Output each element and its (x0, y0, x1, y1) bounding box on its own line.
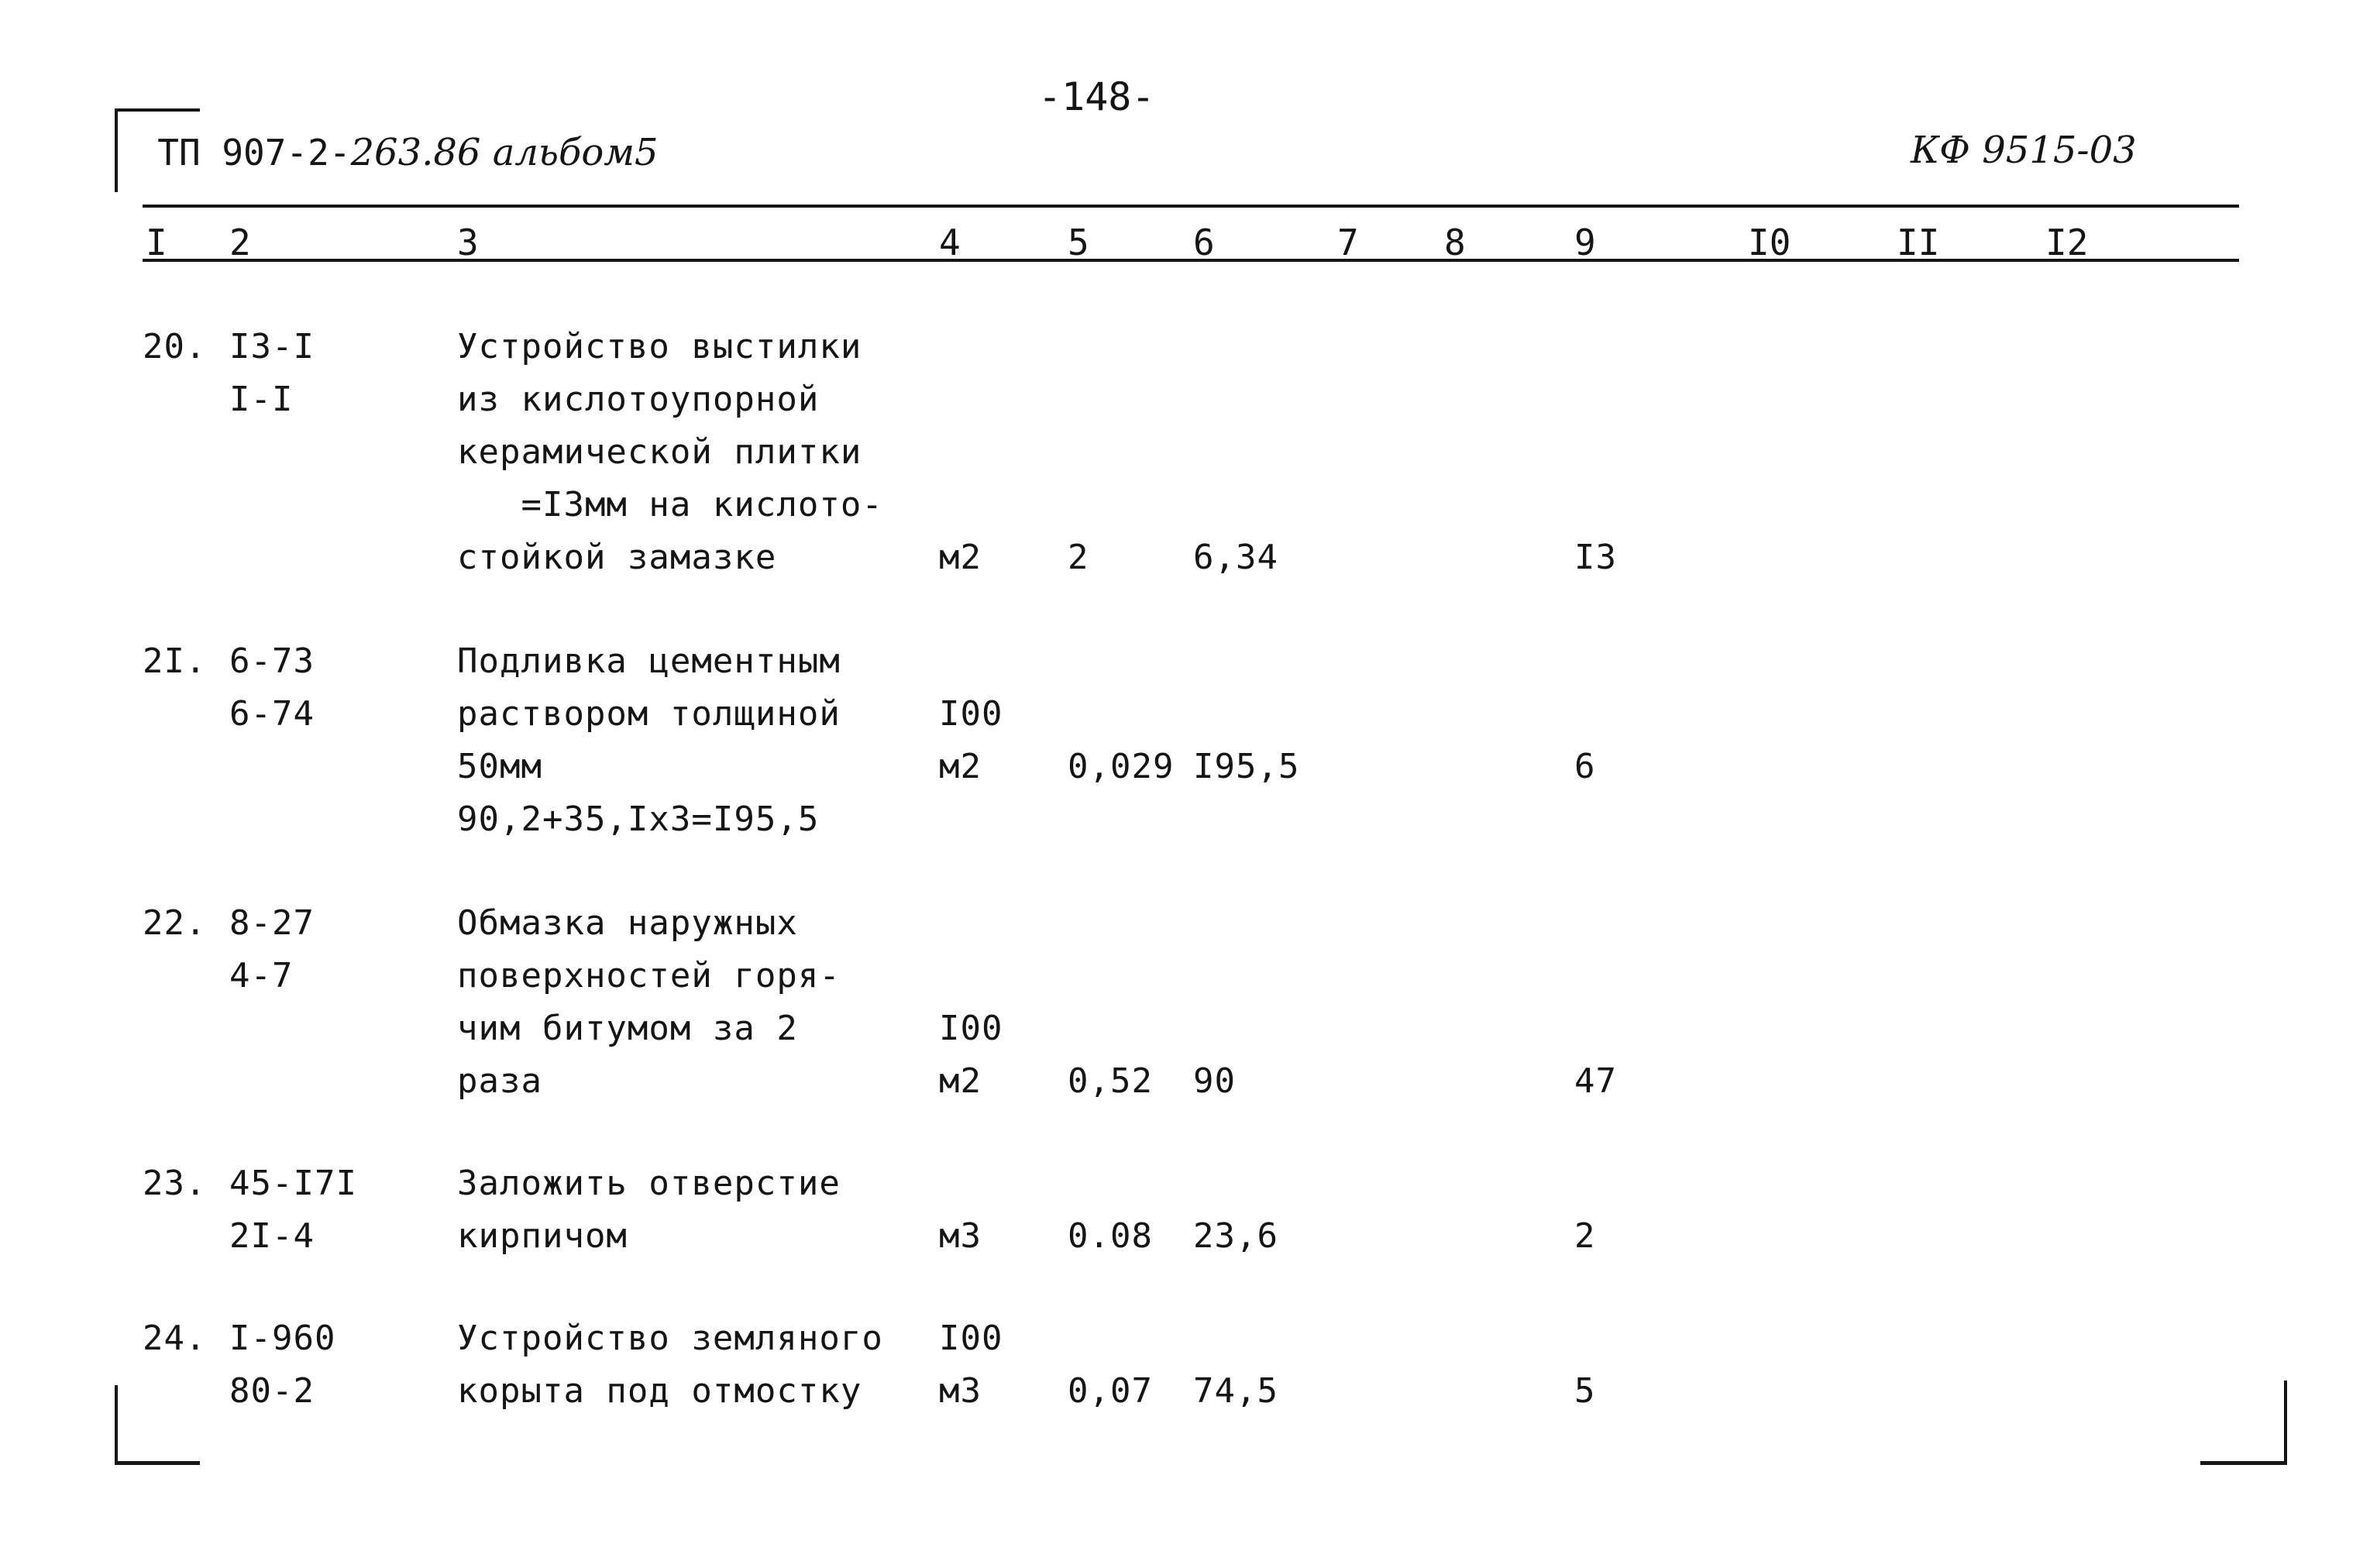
calculation-note: 90,2+35,Iх3=I95,5 (457, 799, 820, 839)
row-number: 23. (143, 1164, 207, 1203)
doc-handwritten-album: 263.86 альбом5 (350, 131, 659, 174)
quantity: 0.08 (1068, 1216, 1153, 1256)
work-description: чим битумом за 2 (457, 1009, 798, 1048)
unit-price: 23,6 (1193, 1216, 1278, 1256)
doc-code: КФ 9515-03 (1911, 129, 2137, 172)
frame-corner-bottom-left (115, 1461, 200, 1465)
quantity: 2 (1068, 538, 1089, 577)
work-description: =I3мм на кислото- (457, 485, 883, 524)
unit: I00 (939, 1009, 1003, 1048)
column-header: 8 (1444, 222, 1466, 263)
unit-price: 6,34 (1193, 538, 1278, 577)
column-header: 2 (229, 222, 251, 263)
work-description: Устройство выстилки (457, 327, 862, 366)
norm-code: I3-I (229, 327, 315, 366)
cost-value: 2 (1574, 1216, 1596, 1256)
unit: м2 (939, 538, 982, 577)
column-header: 4 (939, 222, 961, 263)
cost-value: 47 (1574, 1061, 1617, 1101)
column-header: 7 (1337, 222, 1359, 263)
work-description: Устройство земляного (457, 1319, 883, 1358)
header-rule-top (143, 205, 2239, 208)
quantity: 0,07 (1068, 1371, 1153, 1411)
work-description: из кислотоупорной (457, 380, 820, 419)
work-description: Заложить отверстие (457, 1164, 841, 1203)
norm-code: 4-7 (229, 956, 294, 995)
column-header: I (146, 222, 167, 263)
work-description: раствором толщиной (457, 694, 841, 734)
column-header: II (1897, 222, 1940, 263)
norm-code: 2I-4 (229, 1216, 315, 1256)
column-header: I2 (2045, 222, 2089, 263)
norm-code: 6-73 (229, 641, 315, 681)
norm-code: I-960 (229, 1319, 336, 1358)
frame-corner-bottom-left-vertical (115, 1385, 118, 1465)
frame-corner-top-left-vertical (115, 108, 118, 192)
cost-value: I3 (1574, 538, 1617, 577)
work-description: кирпичом (457, 1216, 628, 1256)
column-header: 5 (1068, 222, 1089, 263)
row-number: 20. (143, 327, 207, 366)
norm-code: I-I (229, 380, 294, 419)
row-number: 2I. (143, 641, 207, 681)
cost-value: 5 (1574, 1371, 1596, 1411)
quantity: 0,52 (1068, 1061, 1153, 1101)
norm-code: 6-74 (229, 694, 315, 734)
frame-corner-bottom-right-vertical (2284, 1381, 2287, 1465)
work-description: раза (457, 1061, 542, 1101)
page-number: -148- (1038, 74, 1155, 119)
unit: I00 (939, 694, 1003, 734)
work-description: Обмазка наружных (457, 903, 798, 943)
unit-price: I95,5 (1193, 747, 1300, 786)
column-header: 9 (1574, 222, 1596, 263)
column-header: I0 (1748, 222, 1791, 263)
norm-code: 8-27 (229, 903, 315, 943)
column-header: 3 (457, 222, 479, 263)
work-description: Подливка цементным (457, 641, 841, 681)
norm-code: 80-2 (229, 1371, 315, 1411)
quantity: 0,029 (1068, 747, 1175, 786)
unit: I00 (939, 1319, 1003, 1358)
row-number: 22. (143, 903, 207, 943)
work-description: корыта под отмостку (457, 1371, 862, 1411)
unit: м3 (939, 1216, 982, 1256)
frame-corner-top-left (115, 108, 200, 112)
unit-price: 90 (1193, 1061, 1236, 1101)
document-title (143, 116, 659, 174)
work-description: поверхностей горя- (457, 956, 841, 995)
row-number: 24. (143, 1319, 207, 1358)
unit: м2 (939, 1061, 982, 1101)
work-description: стойкой замазке (457, 538, 777, 577)
column-header: 6 (1193, 222, 1215, 263)
doc-prefix: ТП 907-2- (157, 132, 351, 174)
norm-code: 45-I7I (229, 1164, 357, 1203)
frame-corner-bottom-right (2200, 1461, 2287, 1465)
cost-value: 6 (1574, 747, 1596, 786)
unit: м2 (939, 747, 982, 786)
work-description: керамической плитки (457, 432, 862, 472)
unit-price: 74,5 (1193, 1371, 1278, 1411)
work-description: 50мм (457, 747, 542, 786)
unit: м3 (939, 1371, 982, 1411)
